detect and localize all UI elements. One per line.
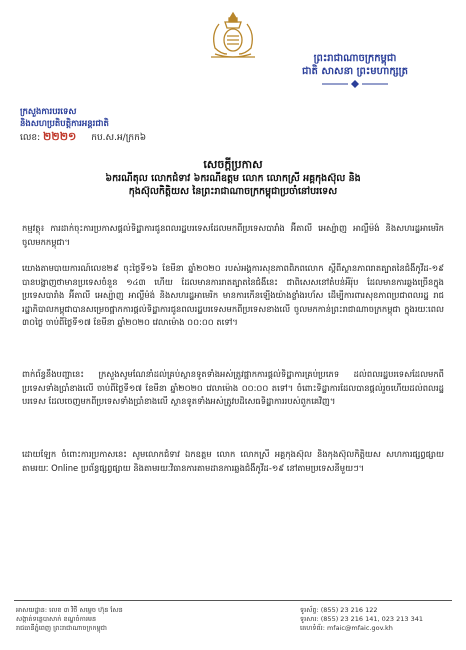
footer-address	[16, 606, 266, 633]
address-line-1: អាសយដ្ឋាន: លេខ ៣ វិថី សម្តេច ហ៊ុន សែន	[16, 606, 123, 614]
national-motto: ជាតិ សាសនា ព្រះមហាក្សត្រ	[302, 66, 408, 77]
reference-code: កប.ស.អ/ក្រក៦	[91, 133, 147, 143]
footer-contact	[300, 606, 460, 633]
footer-website[interactable]: គេហទំព័រ: mfaic@mfaic.gov.kh	[300, 624, 393, 632]
reference-line	[20, 130, 146, 146]
address-line-3: រាជធានីភ្នំពេញ ព្រះរាជាណាចក្រកម្ពុជា	[16, 624, 107, 632]
kingdom-name: ព្រះរាជាណាចក្រកម្ពុជា	[313, 53, 397, 64]
ministry-name	[20, 106, 180, 130]
footer-fax: ទូរសារ: (855) 23 216 141, 023 213 341	[300, 615, 424, 623]
subject-paragraph: កម្មវត្ថុ៖ ការដាក់ចុះការប្រកាសផ្តល់ទិដ្ឋាការជូនពលរដ្ឋបរទេសដែលមកពីប្រទេសបារាំង អ៊ីតាលី អេស្ប៉ាញ អាល្លឺម៉ង់ និងសហរដ្ឋអាមេរិក ចូលមកកម្ពុជា។	[22, 223, 444, 247]
title-line-2: ៦ករណីតុល លោកជំទាវ ៦ករណីឧត្តម លោក លោកស្រី អគ្គកុងស៊ុល និង	[105, 172, 361, 184]
letterhead	[250, 52, 460, 88]
footer-tel: ទូរស័ព្ទ: (855) 23 216 122	[300, 606, 378, 614]
ministry-line-2: និងសហប្រតិបត្តិការអន្តរជាតិ	[20, 119, 109, 129]
title-heading: សេចក្តីប្រកាស	[203, 158, 263, 171]
body-paragraph-2: ពាក់ព័ន្ធនឹងបញ្ហានេះ ក្រសួងសូមណែនាំដល់គ្រប់ស្ថានទូតទាំងអស់ត្រូវផ្អាកការផ្តល់ទិដ្ឋាការគ្រប់ប្រភេទ ដល់ពលរដ្ឋបរទេសដែលមកពីប្រទេសទាំងប្រាំខាងលើ ចាប់ពីថ្ងៃទី១៧ ខែមីនា ឆ្នាំ២០២០ វេលាម៉ោង ០០:០០ តទៅ។ ចំពោះទិដ្ឋាការដែលបានផ្តល់រួចហើយដល់ពលរដ្ឋបរទេស ដែលចេញមកពីប្រទេសទាំងប្រាំខាងលើ ស្ថានទូតទាំងអស់ត្រូវបដិសេធទិដ្ឋាការរបស់ពួកគេវិញ។	[22, 369, 444, 406]
reference-number: ២២២១	[43, 130, 77, 143]
body-paragraph-3: ដោយឡែក ចំពោះការប្រកាសនេះ សូមលោកជំទាវ ឯកឧត្តម លោក លោកស្រី អគ្គកុងស៊ុល និងកុងស៊ុលកិត្តិយស សហការផ្សព្វផ្សាយតាមរយៈ Online ប្រព័ន្ធផ្សព្វផ្សាយ និងតាមរយៈវិធានការតាមដានការឆ្លងជំងឺកូវីដ-១៩ នៅតាមប្រទេសនីមួយៗ។	[22, 449, 444, 473]
body-paragraph-1: យោងតាមបាយការណ៍លេខ២៩ ចុះថ្ងៃទី១៦ ខែមីនា ឆ្នាំ២០២០ របស់អង្គការសុខភាពពិភពលោក ស្តីពីស្ថានភាពរាតត្បាតនៃជំងឺកូវីដ-១៩ បានបង្ហាញថាមានប្រទេសចំនួន ១៤៣ ហើយ ដែលមានការរាតត្បាតនៃជំងឺនេះ ជាពិសេសនៅតំបន់អឺរ៉ុប ដែលមានការឆ្លងច្រើនក្នុងប្រទេសបារាំង អ៊ីតាលី អេស្ប៉ាញ អាល្លឺម៉ង់ និងសហរដ្ឋអាមេរិក មានការកើនឡើងយ៉ាងខ្លាំងរហ័ស ដើម្បីការពារសុខភាពប្រជាពលរដ្ឋ រាជរដ្ឋាភិបាលកម្ពុជាបានសម្រេចផ្អាកការផ្តល់ទិដ្ឋាការជូនពលរដ្ឋបរទេសមកពីប្រទេសខាងលើ ចូលមកកាន់ព្រះរាជាណាចក្រកម្ពុជា ក្នុងរយៈពេល ៣០ថ្ងៃ ចាប់ពីថ្ងៃទី១៧ ខែមីនា ឆ្នាំ២០២០ វេលាម៉ោង ០០:០០ តទៅ។	[22, 263, 444, 327]
ministry-line-1: ក្រសួងការបរទេស	[20, 107, 77, 117]
title-line-3: កុងស៊ុលកិត្តិយស នៃព្រះរាជាណាចក្រកម្ពុជាប្រចាំនៅបរទេស	[128, 186, 338, 197]
title-ornament-icon	[320, 80, 390, 88]
reference-prefix: លេខ:	[20, 133, 41, 143]
address-line-2: សង្កាត់ទន្លេបាសាក់ ខណ្ឌចំការមន	[16, 615, 97, 623]
footer-divider	[14, 600, 452, 601]
document-title	[30, 158, 436, 199]
